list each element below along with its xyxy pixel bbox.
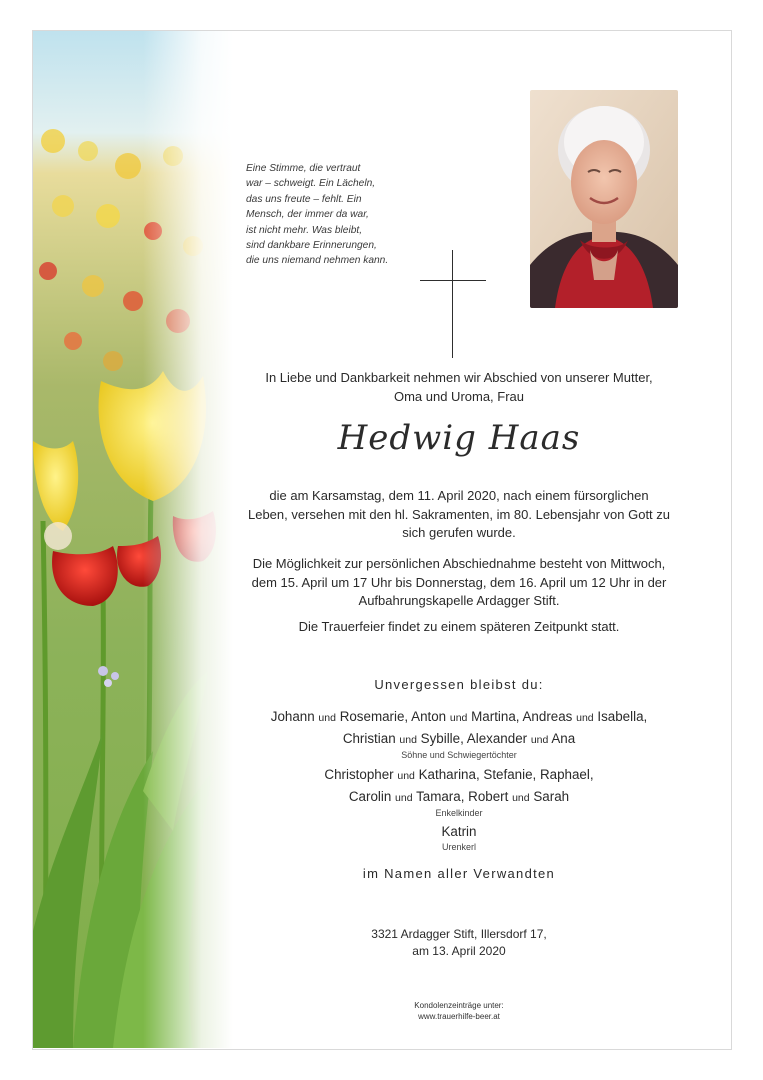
condolence-label: Kondolenzeinträge unter: bbox=[414, 1001, 504, 1010]
funeral-note: Die Trauerfeier findet zu einem späteren Zeitpunkt statt. bbox=[298, 619, 620, 634]
poem-line: Eine Stimme, die vertraut bbox=[246, 163, 361, 174]
family-name: Christopher bbox=[324, 767, 394, 782]
poem bbox=[246, 161, 446, 269]
und-connector: und bbox=[576, 712, 594, 724]
und-connector: und bbox=[530, 733, 549, 746]
paragraph-line: sich gerufen wurde. bbox=[402, 525, 516, 540]
unvergessen-heading: Unvergessen bleibst du: bbox=[374, 677, 544, 692]
family-name: Isabella, bbox=[597, 709, 648, 724]
family-name: Martina, Andreas bbox=[471, 709, 573, 724]
poem-line: die uns niemand nehmen kann. bbox=[246, 255, 389, 267]
family-name: Carolin bbox=[348, 788, 392, 804]
portrait-photo bbox=[530, 90, 678, 308]
family-name: Katharina, Stefanie, Raphael, bbox=[418, 767, 594, 782]
address-line: 3321 Ardagger Stift, Illersdorf 17, bbox=[371, 927, 547, 941]
paragraph-line: Aufbahrungskapelle Ardagger Stift. bbox=[358, 593, 560, 608]
intro-text bbox=[224, 368, 694, 406]
address-block bbox=[224, 926, 694, 960]
poem-line: sind dankbare Erinnerungen, bbox=[246, 240, 377, 252]
paragraph-line: Leben, versehen mit den hl. Sakramenten, im 80. Lebensjahr von Gott zu bbox=[247, 506, 671, 522]
intro-line: In Liebe und Dankbarkeit nehmen wir Abschied von unserer Mutter, bbox=[265, 370, 653, 385]
tulip-image bbox=[33, 31, 233, 1048]
family-name: Katrin bbox=[441, 824, 477, 839]
und-connector: und bbox=[399, 733, 417, 746]
on-behalf-line: im Namen aller Verwandten bbox=[362, 866, 556, 881]
und-connector: und bbox=[318, 712, 336, 724]
family-role: Söhne und Schwiegertöchter bbox=[401, 750, 517, 760]
paragraph-line: Die Möglichkeit zur persönlichen Abschiednahme besteht von Mittwoch, bbox=[252, 556, 666, 571]
family-role: Urenkerl bbox=[441, 841, 476, 852]
farewell-paragraph bbox=[224, 555, 694, 611]
date-line: am 13. April 2020 bbox=[412, 944, 506, 958]
death-notice-paragraph bbox=[224, 487, 694, 543]
intro-line: Oma und Uroma, Frau bbox=[393, 389, 525, 404]
family-grandchildren bbox=[224, 765, 694, 819]
und-connector: und bbox=[512, 791, 530, 804]
cross-icon bbox=[420, 250, 486, 360]
poem-line: Mensch, der immer da war, bbox=[246, 209, 369, 221]
family-name: Johann bbox=[270, 709, 315, 724]
family-children bbox=[224, 707, 694, 761]
und-connector: und bbox=[449, 712, 468, 724]
family-name: Rosemarie, Anton bbox=[339, 709, 447, 724]
family-name: Ana bbox=[551, 730, 576, 746]
family-name: Tamara, Robert bbox=[416, 788, 509, 804]
und-connector: und bbox=[397, 770, 415, 782]
paragraph-line: dem 15. April um 17 Uhr bis Donnerstag, dem 16. April um 12 Uhr in der bbox=[251, 574, 667, 590]
paragraph-line: die am Karsamstag, dem 11. April 2020, nach einem fürsorglichen bbox=[269, 488, 649, 503]
condolence-url: www.trauerhilfe-beer.at bbox=[418, 1012, 500, 1021]
condolence-info bbox=[224, 1000, 694, 1022]
poem-line: ist nicht mehr. Was bleibt, bbox=[246, 224, 363, 236]
family-great-grandchildren bbox=[224, 822, 694, 853]
family-name: Sybille, Alexander bbox=[420, 730, 528, 746]
poem-line: das uns freute – fehlt. Ein bbox=[246, 193, 362, 205]
family-name: Christian bbox=[342, 730, 396, 746]
deceased-name: Hedwig Haas bbox=[337, 418, 581, 458]
und-connector: und bbox=[395, 791, 413, 804]
family-role: Enkelkinder bbox=[435, 808, 483, 818]
poem-line: war – schweigt. Ein Lächeln, bbox=[246, 178, 376, 190]
family-name: Sarah bbox=[533, 788, 570, 804]
